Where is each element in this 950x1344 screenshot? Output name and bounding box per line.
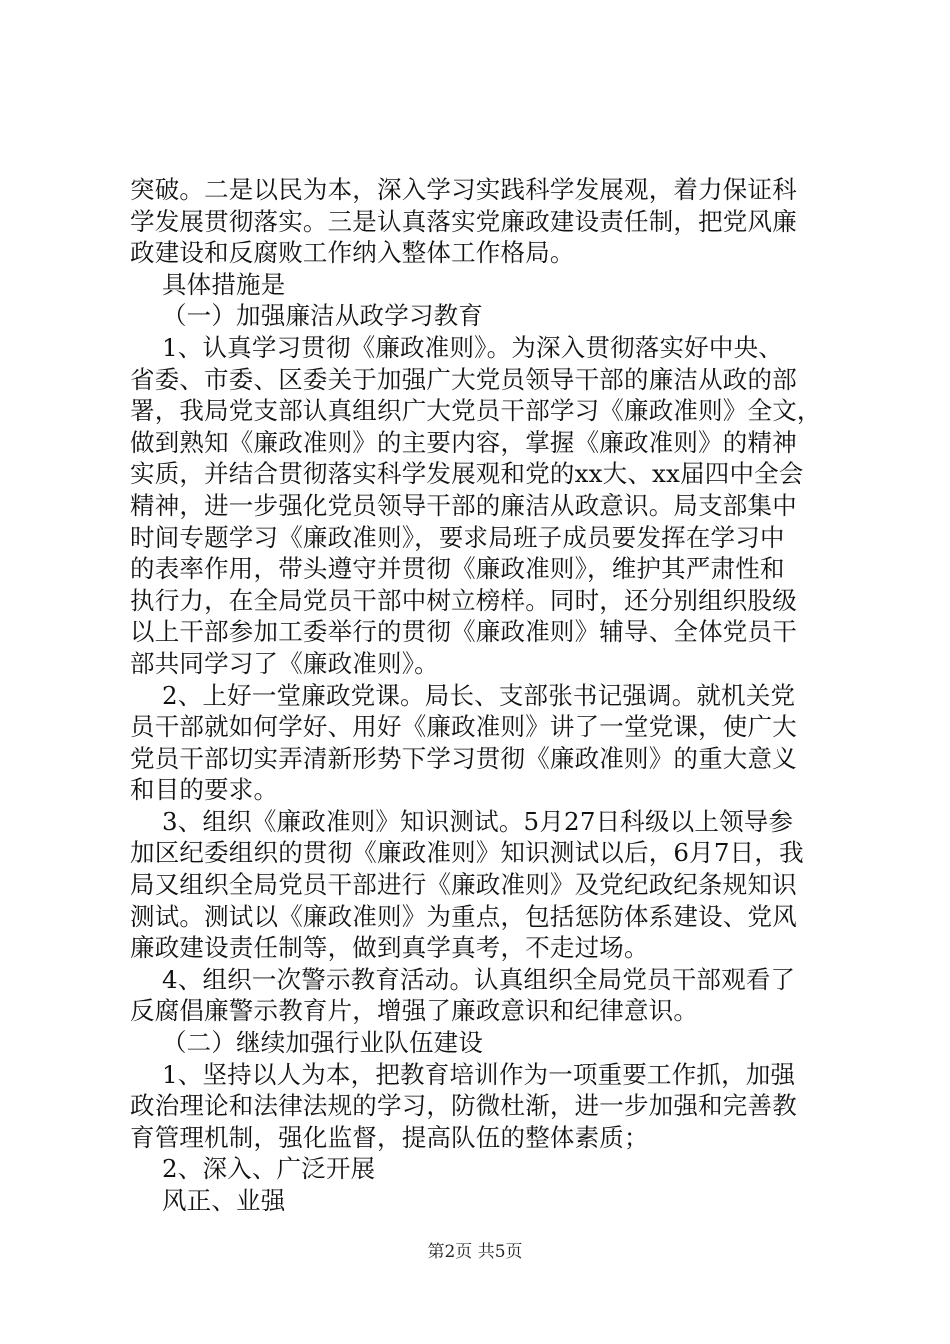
text-line: 员干部就如何学好、用好《廉政准则》讲了一堂党课，使广大 (130, 712, 797, 742)
text-line: 4、组织一次警示教育活动。认真组织全局党员干部观看了 (130, 964, 796, 994)
section-heading: （二）继续加强行业队伍建设 (130, 1028, 484, 1058)
text-line: 反腐倡廉警示教育片，增强了廉政意识和纪律意识。 (130, 996, 699, 1026)
document-body (130, 174, 830, 1217)
text-line: 1、认真学习贯彻《廉政准则》。为深入贯彻落实好中央、 (130, 332, 783, 362)
text-line: 以上干部参加工委举行的贯彻《廉政准则》辅导、全体党员干 (130, 617, 797, 647)
text-line: 育管理机制，强化监督，提高队伍的整体素质； (130, 1122, 649, 1152)
text-line: 3、组织《廉政准则》知识测试。5月27日科级以上领导参 (130, 806, 794, 836)
text-line: 政治理论和法律法规的学习，防微杜渐，进一步加强和完善教 (130, 1091, 797, 1121)
text-line: 署，我局党支部认真组织广大党员干部学习《廉政准则》全文， (130, 396, 822, 426)
text-line: 精神，进一步强化党员领导干部的廉洁从政意识。局支部集中 (130, 490, 797, 520)
text-line: 测试。测试以《廉政准则》为重点，包括惩防体系建设、党风 (130, 901, 797, 931)
text-line: 党员干部切实弄清新形势下学习贯彻《廉政准则》的重大意义 (130, 743, 797, 773)
text-line: 突破。二是以民为本，深入学习实践科学发展观，着力保证科 (130, 175, 797, 204)
text-line: 学发展贯彻落实。三是认真落实党廉政建设责任制，把党风廉 (130, 206, 797, 236)
text-line: 时间专题学习《廉政准则》，要求局班子成员要发挥在学习中 (130, 522, 785, 552)
text-line: 和目的要求。 (130, 775, 279, 805)
text-line: 做到熟知《廉政准则》的主要内容，掌握《廉政准则》的精神 (130, 427, 797, 457)
text-line: 2、上好一堂廉政党课。局长、支部张书记强调。就机关党 (130, 680, 796, 710)
text-line: 执行力，在全局党员干部中树立榜样。同时，还分别组织股级 (130, 585, 797, 615)
text-line: 具体措施是 (130, 269, 286, 299)
text-line: 2、深入、广泛开展 (130, 1154, 376, 1184)
text-line: 风正、业强 (130, 1186, 286, 1215)
text-line: 加区纪委组织的贯彻《廉政准则》知识测试以后，6月7日，我 (130, 838, 804, 868)
text-line: 廉政建设责任制等，做到真学真考，不走过场。 (130, 933, 649, 963)
text-line: 的表率作用，带头遵守并贯彻《廉政准则》，维护其严肃性和 (130, 554, 785, 584)
text-line: 1、坚持以人为本，把教育培训作为一项重要工作抓，加强 (130, 1059, 796, 1089)
section-heading: （一）加强廉洁从政学习教育 (130, 301, 484, 331)
text-line: 政建设和反腐败工作纳入整体工作格局。 (130, 238, 575, 268)
text-line: 部共同学习了《廉政准则》。 (130, 648, 439, 678)
page-footer: 第2页 共5页 (427, 1242, 523, 1262)
text-line: 实质，并结合贯彻落实科学发展观和党的xx大、xx届四中全会 (130, 459, 804, 489)
text-line: 局又组织全局党员干部进行《廉政准则》及党纪政纪条规知识 (130, 870, 797, 900)
text-line: 省委、市委、区委关于加强广大党员领导干部的廉洁从政的部 (130, 364, 797, 394)
